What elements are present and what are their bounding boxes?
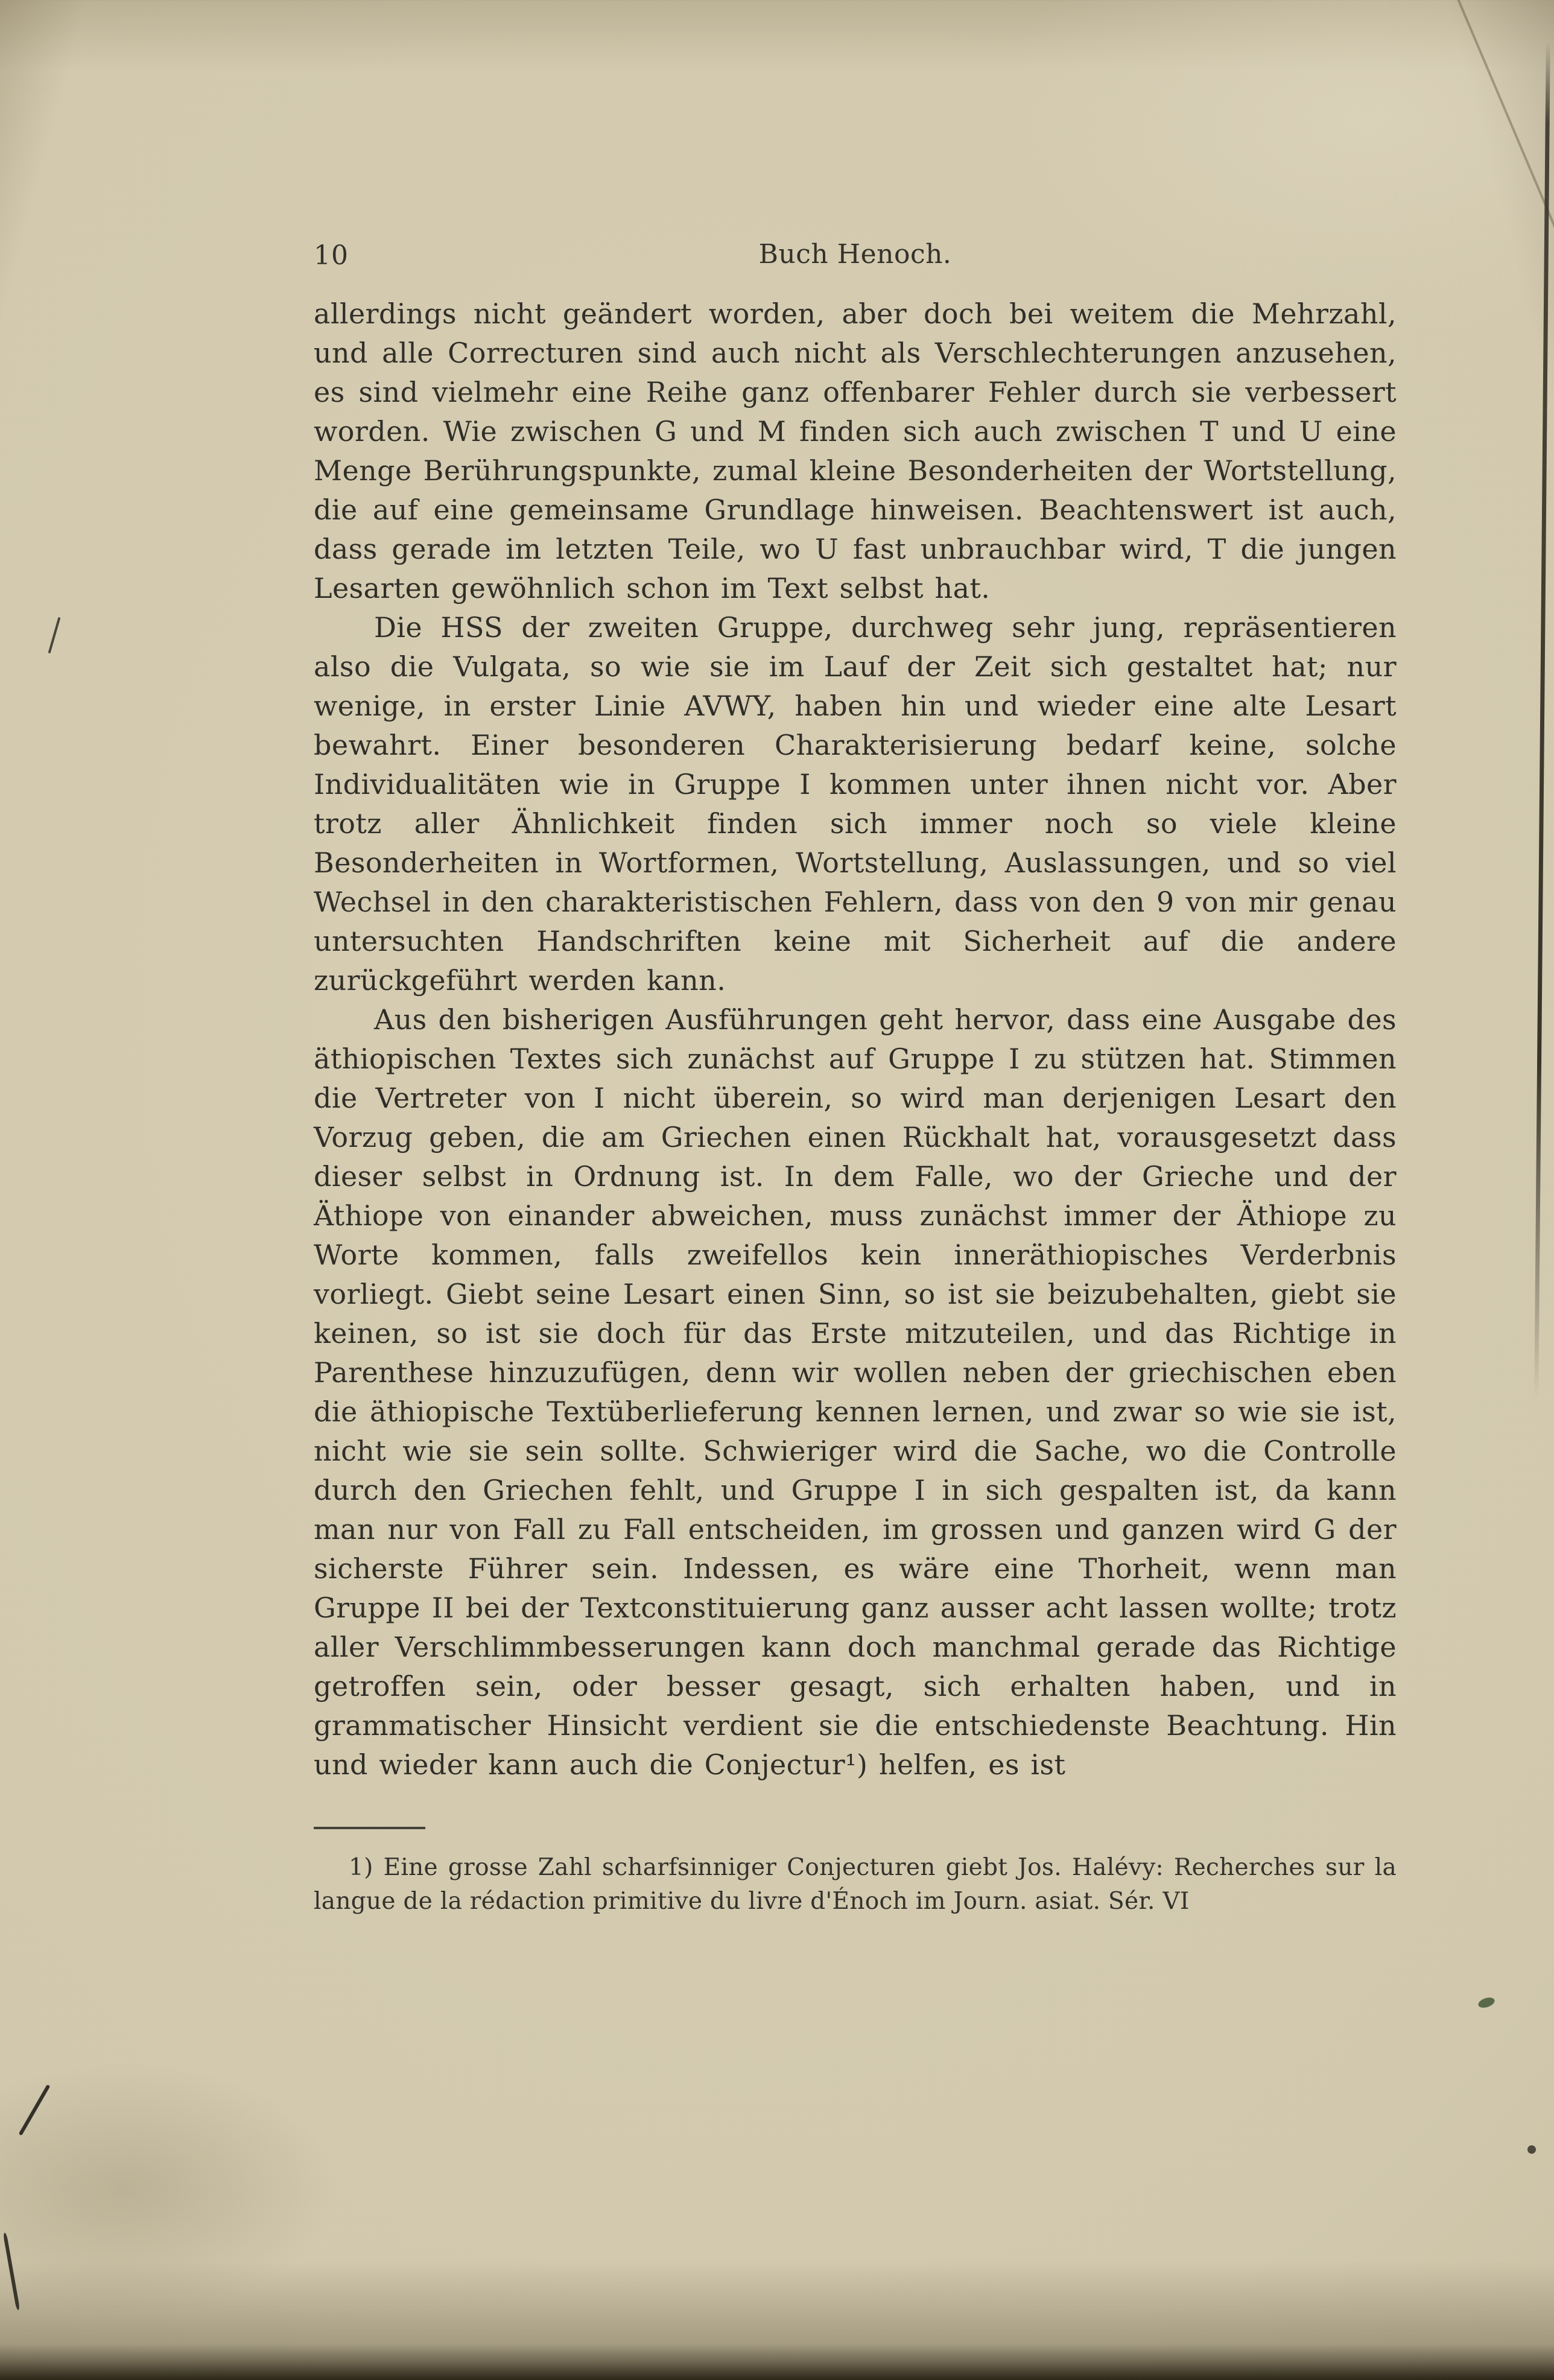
page-bottom-shadow xyxy=(0,2344,1554,2380)
running-title: Buch Henoch. xyxy=(758,239,952,270)
paragraph-2: Die HSS der zweiten Gruppe, durchweg sehr jung, repräsentieren also die Vulgata, so wie sie im Lauf der Zeit sich gestaltet hat; nur wenige, in erster Linie AVWY, haben hin und wieder eine alte Lesart bewahrt. Einer besonderen Charakterisierung bedarf keine, solche Individualitäten wie in Gruppe I kommen unter ihnen nicht vor. Aber trotz aller Ähnlichkeit finden sich immer noch so viele kleine Besonderheiten in Wortformen, Wortstellung, Auslassungen, und so viel Wechsel in den charakteristischen Fehlern, dass von den 9 von mir genau untersuchten Handschriften keine mit Sicherheit auf die andere zurückgeführt werden kann. xyxy=(314,611,1397,997)
ink-dot xyxy=(1527,2145,1536,2154)
ink-spot-green xyxy=(1477,1996,1495,2010)
text-block xyxy=(314,236,1397,1785)
footnote-text: 1) Eine grosse Zahl scharfsinniger Conjecturen giebt Jos. Halévy: Recherches sur la langue de la rédaction primitive du livre d'Énoch im Journ. asiat. Sér. VI xyxy=(314,1854,1397,1915)
footnote-block xyxy=(314,1827,1397,1918)
page-header xyxy=(314,236,1397,276)
page-edge-shadow xyxy=(1534,42,1550,1400)
footnote-rule xyxy=(314,1827,425,1829)
page-corner-crease xyxy=(1447,0,1554,243)
page-number: 10 xyxy=(314,240,349,271)
paragraph-1: allerdings nicht geändert worden, aber doch bei weitem die Mehrzahl, und alle Correcturen sind auch nicht als Verschlechterungen anzusehen, es sind vielmehr eine Reihe ganz offenbarer Fehler durch sie verbessert worden. Wie zwischen G und M finden sich auch zwischen T und U eine Menge Berührungspunkte, zumal kleine Besonderheiten der Wortstellung, die auf eine gemeinsame Grundlage hinweisen. Beachtenswert ist auch, dass gerade im letzten Teile, wo U fast unbrauchbar wird, T die jungen Lesarten gewöhnlich schon im Text selbst hat. xyxy=(314,297,1397,605)
pen-mark-bottom-left-2 xyxy=(3,2232,20,2310)
pen-mark-bottom-left xyxy=(19,2084,51,2136)
margin-pen-mark xyxy=(48,617,61,654)
body-text xyxy=(314,294,1397,1785)
paragraph-3: Aus den bisherigen Ausführungen geht hervor, dass eine Ausgabe des äthiopischen Textes sich zunächst auf Gruppe I zu stützen hat. Stimmen die Vertreter von I nicht überein, so wird man derjenigen Lesart den Vorzug geben, die am Griechen einen Rückhalt hat, vorausgesetzt dass dieser selbst in Ordnung ist. In dem Falle, wo der Grieche und der Äthiope von einander abweichen, muss zunächst immer der Äthiope zu Worte kommen, falls zweifellos kein inneräthiopisches Verderbnis vorliegt. Giebt seine Lesart einen Sinn, so ist sie beizubehalten, giebt sie keinen, so ist sie doch für das Erste mitzuteilen, und das Richtige in Parenthese hinzuzufügen, denn wir wollen neben der griechischen eben die äthiopische Textüberlieferung kennen lernen, und zwar so wie sie ist, nicht wie sie sein sollte. Schwieriger wird die Sache, wo die Controlle durch den Griechen fehlt, und Gruppe I in sich gespalten ist, da kann man nur von Fall zu Fall entscheiden, im grossen und ganzen wird G der sicherste Führer sein. Indessen, es wäre eine Thorheit, wenn man Gruppe II bei der Textconstituierung ganz ausser acht lassen wollte; trotz aller Verschlimmbesserungen kann doch manchmal gerade das Richtige getroffen sein, oder besser gesagt, sich erhalten haben, und in grammatischer Hinsicht verdient sie die entschiedenste Beachtung. Hin und wieder kann auch die Conjectur¹) helfen, es ist xyxy=(314,1003,1397,1781)
